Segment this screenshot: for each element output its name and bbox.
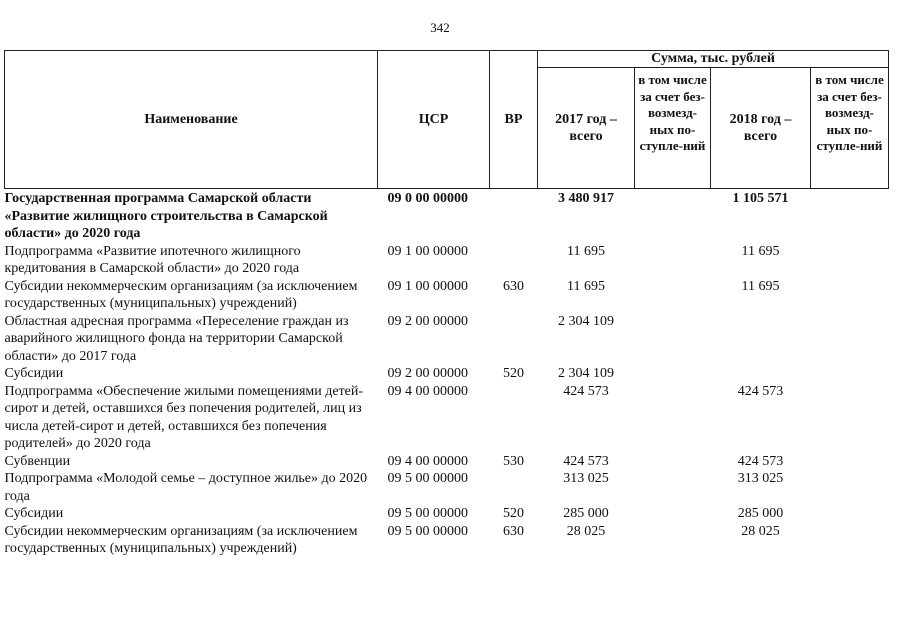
row-vr: 630 (503, 523, 524, 539)
row-name: Подпрограмма «Обеспечение жилыми помещениями детей-сирот и детей, оставшихся без попечения родителей, лиц из числа детей-сирот и детей, оставшихся без попечения родителей» до 2020 года (4, 383, 364, 451)
row-name: Субсидии некоммерческим организациям (за исключением государственных (муниципальных) учреждений) (4, 523, 358, 556)
table-row (5, 383, 889, 453)
row-2018-total: 11 695 (741, 243, 780, 259)
row-name: Государственная программа Самарской области «Развитие жилищного строительства в Самарской области» до 2020 года (5, 189, 378, 243)
row-2017-incl (635, 383, 711, 453)
row-2017-incl (635, 278, 711, 313)
row-2018-incl (811, 278, 889, 313)
row-2018-incl (811, 243, 889, 278)
row-2017-total: 424 573 (563, 453, 609, 469)
table-row (5, 523, 889, 558)
row-2018-incl (811, 470, 889, 505)
row-2018-total (711, 365, 811, 383)
row-2017-incl (635, 523, 711, 558)
header-vr: ВР (490, 51, 538, 189)
row-2017-total: 11 695 (567, 243, 605, 259)
table-row (5, 313, 889, 366)
header-2018-incl: в том числе за счет без-возмезд-ных по-ступле-ний (811, 68, 889, 189)
row-name: Субсидии некоммерческим организациям (за исключением государственных (муниципальных) учреждений) (4, 278, 358, 311)
row-2017-total: 3 480 917 (538, 189, 635, 243)
row-vr (490, 189, 538, 243)
budget-table (4, 50, 889, 558)
row-vr (490, 470, 538, 505)
row-csr: 09 2 00 00000 (387, 313, 468, 329)
table-row (5, 243, 889, 278)
row-csr: 09 1 00 00000 (387, 278, 468, 294)
row-name: Субсидии (4, 366, 64, 381)
row-vr: 630 (503, 278, 524, 294)
header-2018-total: 2018 год – всего (711, 68, 811, 189)
table-row (5, 278, 889, 313)
row-csr: 09 0 00 00000 (378, 189, 490, 243)
row-2018-incl (811, 383, 889, 453)
row-name: Субвенции (4, 453, 71, 469)
table-row (5, 189, 889, 243)
row-vr: 520 (503, 366, 524, 381)
header-csr: ЦСР (378, 51, 490, 189)
row-2018-total: 11 695 (741, 278, 780, 294)
row-2017-incl (635, 470, 711, 505)
row-2018-incl (811, 189, 889, 243)
row-csr: 09 4 00 00000 (387, 453, 468, 469)
row-2018-incl (811, 313, 889, 366)
row-2018-total: 313 025 (737, 471, 784, 486)
table-row (5, 470, 889, 505)
header-2017-total: 2017 год – всего (538, 68, 635, 189)
page-number: 342 (430, 20, 450, 35)
row-2017-total: 11 695 (567, 278, 605, 294)
row-2018-total (711, 313, 811, 366)
row-vr: 530 (503, 453, 524, 469)
row-vr (490, 243, 538, 278)
row-name: Подпрограмма «Молодой семье – доступное жилье» до 2020 года (4, 471, 368, 504)
row-2017-incl (635, 243, 711, 278)
row-name: Подпрограмма «Развитие ипотечного жилищного кредитования в Самарской области» до 2020 года (4, 243, 301, 276)
header-name: Наименование (5, 51, 378, 189)
table-row (5, 505, 889, 523)
row-csr: 09 5 00 00000 (387, 523, 468, 539)
row-csr: 09 1 00 00000 (387, 243, 468, 259)
row-2017-total: 313 025 (563, 471, 609, 486)
row-2018-incl (811, 505, 889, 523)
row-2017-incl (635, 453, 711, 471)
row-2017-total: 2 304 109 (558, 366, 614, 381)
row-2017-incl (635, 365, 711, 383)
row-name: Субсидии (4, 506, 64, 521)
row-2017-incl (635, 313, 711, 366)
row-2017-total: 424 573 (563, 383, 609, 399)
row-2017-incl (635, 189, 711, 243)
row-name: Областная адресная программа «Переселение граждан из аварийного жилищного фонда на территории Самарской области» до 2017 года (4, 313, 349, 364)
row-2017-incl (635, 505, 711, 523)
table-row (5, 365, 889, 383)
row-csr: 09 5 00 00000 (387, 471, 468, 486)
row-2018-total: 28 025 (741, 523, 780, 539)
row-2018-incl (811, 523, 889, 558)
row-vr (490, 383, 538, 453)
row-2017-total: 2 304 109 (558, 313, 614, 329)
row-csr: 09 5 00 00000 (387, 506, 468, 521)
row-vr: 520 (503, 506, 524, 521)
table-row (5, 453, 889, 471)
row-2018-incl (811, 453, 889, 471)
row-vr (490, 313, 538, 366)
row-2018-total: 424 573 (737, 453, 784, 469)
row-2017-total: 285 000 (563, 506, 609, 521)
header-sum-group: Сумма, тыс. рублей (538, 51, 889, 68)
row-csr: 09 2 00 00000 (387, 366, 468, 381)
header-2017-incl: в том числе за счет без-возмезд-ных по-ступле-ний (635, 68, 711, 189)
row-2017-total: 28 025 (566, 523, 606, 539)
row-csr: 09 4 00 00000 (387, 383, 468, 399)
row-2018-total: 285 000 (737, 506, 784, 521)
table-body (5, 189, 889, 558)
row-2018-total: 424 573 (737, 383, 784, 399)
row-2018-incl (811, 365, 889, 383)
row-2018-total: 1 105 571 (711, 189, 811, 243)
